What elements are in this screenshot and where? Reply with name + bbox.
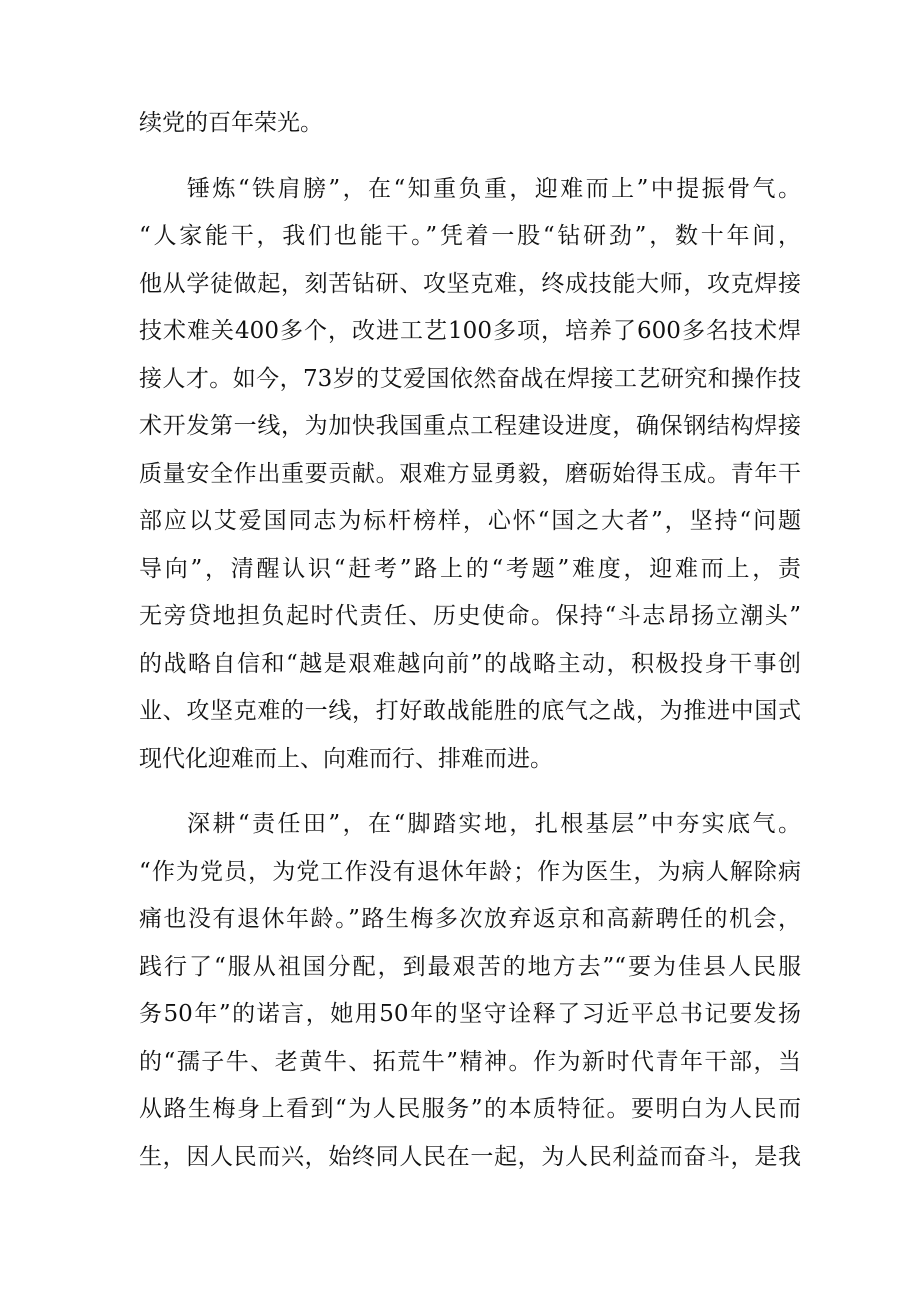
- text-line: “人家能干，我们也能干。”凭着一股“钻研劲”，数十年间，: [139, 223, 801, 249]
- text-line: 生，因人民而兴，始终同人民在一起，为人民利益而奋斗，是我: [139, 1143, 801, 1170]
- text-line: 他从学徒做起，刻苦钻研、攻坚克难，终成技能大师，攻克焊接: [139, 270, 801, 297]
- text-line: 质量安全作出重要贡献。艰难方显勇毅，磨砺始得玉成。青年干: [139, 460, 801, 487]
- text-line: 深耕“责任田”，在“脚踏实地，扎根基层”中夯实底气。: [187, 811, 801, 837]
- text-line: 践行了“服从祖国分配，到最艰苦的地方去”“要为佳县人民服: [139, 953, 801, 980]
- text-line: 业、攻坚克难的一线，打好敢战能胜的底气之战，为推进中国式: [139, 698, 801, 724]
- text-line: 部应以艾爱国同志为标杆榜样，心怀“国之大者”，坚持“问题: [139, 508, 801, 534]
- text-line: 痛也没有退休年龄。”路生梅多次放弃返京和高薪聘任的机会，: [139, 906, 801, 932]
- text-line: 续党的百年荣光。: [139, 110, 323, 136]
- paragraph: [139, 801, 801, 1181]
- paragraph: [139, 166, 801, 784]
- text-line: 的战略自信和“越是艰难越向前”的战略主动，积极投身干事创: [139, 650, 801, 677]
- text-line: 接人才。如今，73岁的艾爱国依然奋战在焊接工艺研究和操作技: [139, 365, 801, 392]
- paragraph: [139, 100, 801, 148]
- text-line: 锤炼“铁肩膀”，在“知重负重，迎难而上”中提振骨气。: [187, 175, 801, 202]
- text-line: 的“孺子牛、老黄牛、拓荒牛”精神。作为新时代青年干部，当: [139, 1048, 801, 1075]
- text-line: 术开发第一线，为加快我国重点工程建设进度，确保钢结构焊接: [139, 413, 801, 439]
- paragraph-gap: [139, 148, 801, 166]
- text-line: 导向”，清醒认识“赶考”路上的“考题”难度，迎难而上，责: [139, 555, 801, 582]
- text-line: 现代化迎难而上、向难而行、排难而进。: [139, 745, 553, 772]
- text-line: 技术难关400多个，改进工艺100多项，培养了600多名技术焊: [139, 318, 801, 344]
- document-body: [139, 100, 801, 1181]
- text-line: 无旁贷地担负起时代责任、历史使命。保持“斗志昂扬立潮头”: [139, 603, 801, 629]
- text-line: “作为党员，为党工作没有退休年龄；作为医生，为病人解除病: [139, 858, 801, 885]
- text-line: 从路生梅身上看到“为人民服务”的本质特征。要明白为人民而: [139, 1096, 801, 1122]
- text-line: 务50年”的诺言，她用50年的坚守诠释了习近平总书记要发扬: [139, 1001, 801, 1027]
- paragraph-gap: [139, 783, 801, 801]
